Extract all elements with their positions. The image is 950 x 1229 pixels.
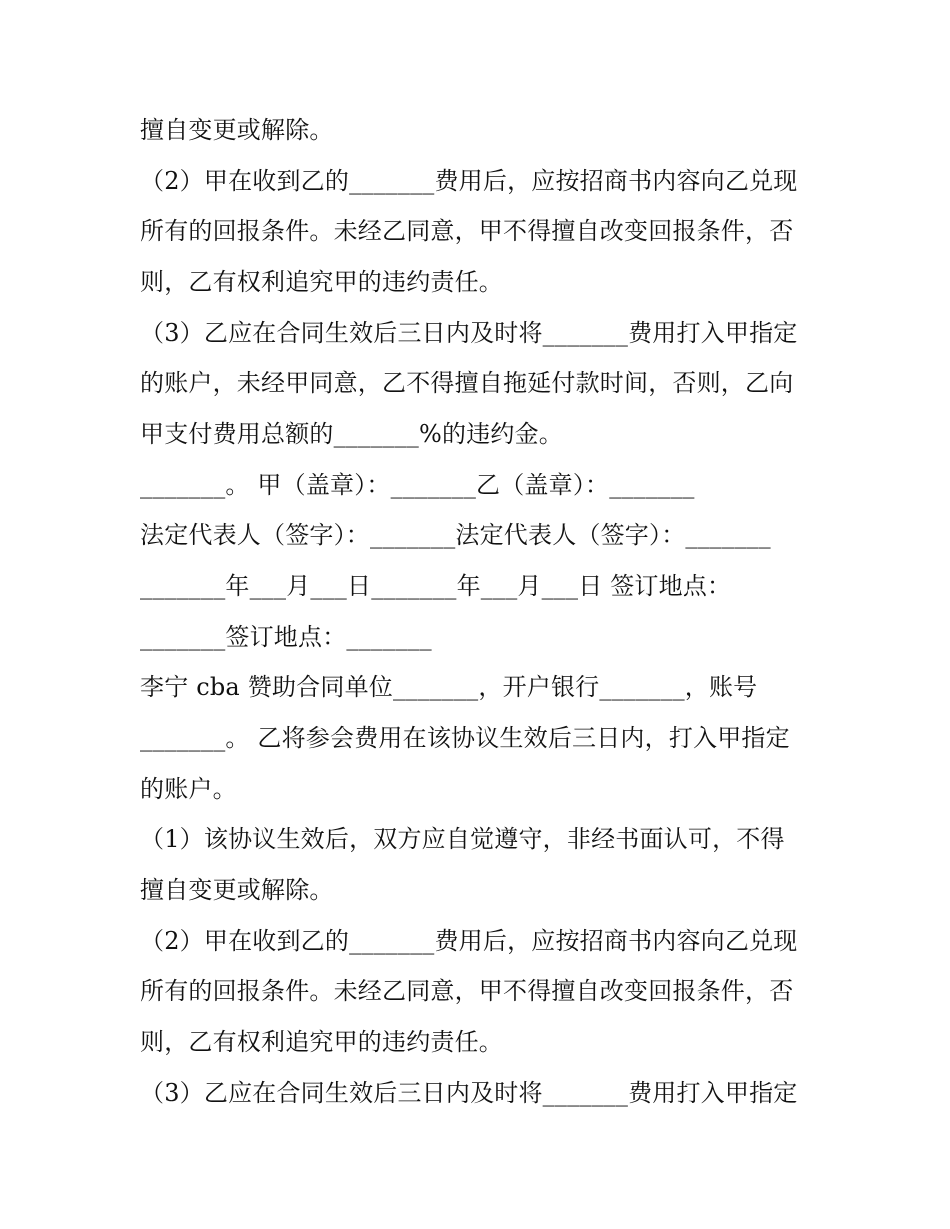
text-line: _______。 乙将参会费用在该协议生效后三日内，打入甲指定	[140, 724, 790, 752]
text-line: 则，乙有权利追究甲的违约责任。	[140, 268, 503, 296]
text-line: 擅自变更或解除。	[140, 116, 334, 144]
text-line: （3）乙应在合同生效后三日内及时将_______费用打入甲指定	[140, 319, 798, 347]
text-line: 李宁 cba 赞助合同单位_______，开户银行_______，账号	[140, 673, 758, 701]
text-line: 则，乙有权利追究甲的违约责任。	[140, 1028, 503, 1056]
text-line: 的账户，未经甲同意，乙不得擅自拖延付款时间，否则，乙向	[140, 369, 794, 397]
text-line: （2）甲在收到乙的_______费用后，应按招商书内容向乙兑现	[140, 167, 798, 195]
text-line: _______签订地点：_______	[140, 623, 432, 651]
text-line: 的账户。	[140, 775, 237, 803]
text-line: 甲支付费用总额的_______%的违约金。	[140, 420, 564, 448]
text-line: （1）该协议生效后，双方应自觉遵守，非经书面认可，不得	[140, 825, 785, 853]
text-line: _______年___月___日_______年___月___日 签订地点：	[140, 572, 732, 600]
text-line: （2）甲在收到乙的_______费用后，应按招商书内容向乙兑现	[140, 927, 798, 955]
text-line: 法定代表人（签字）：_______法定代表人（签字）：_______	[140, 521, 771, 549]
text-line: 擅自变更或解除。	[140, 876, 334, 904]
text-line: 所有的回报条件。未经乙同意，甲不得擅自改变回报条件，否	[140, 977, 794, 1005]
text-line: （3）乙应在合同生效后三日内及时将_______费用打入甲指定	[140, 1079, 798, 1107]
text-line: 所有的回报条件。未经乙同意，甲不得擅自改变回报条件，否	[140, 217, 794, 245]
text-line: _______。 甲（盖章）：_______乙（盖章）：_______	[140, 471, 695, 499]
